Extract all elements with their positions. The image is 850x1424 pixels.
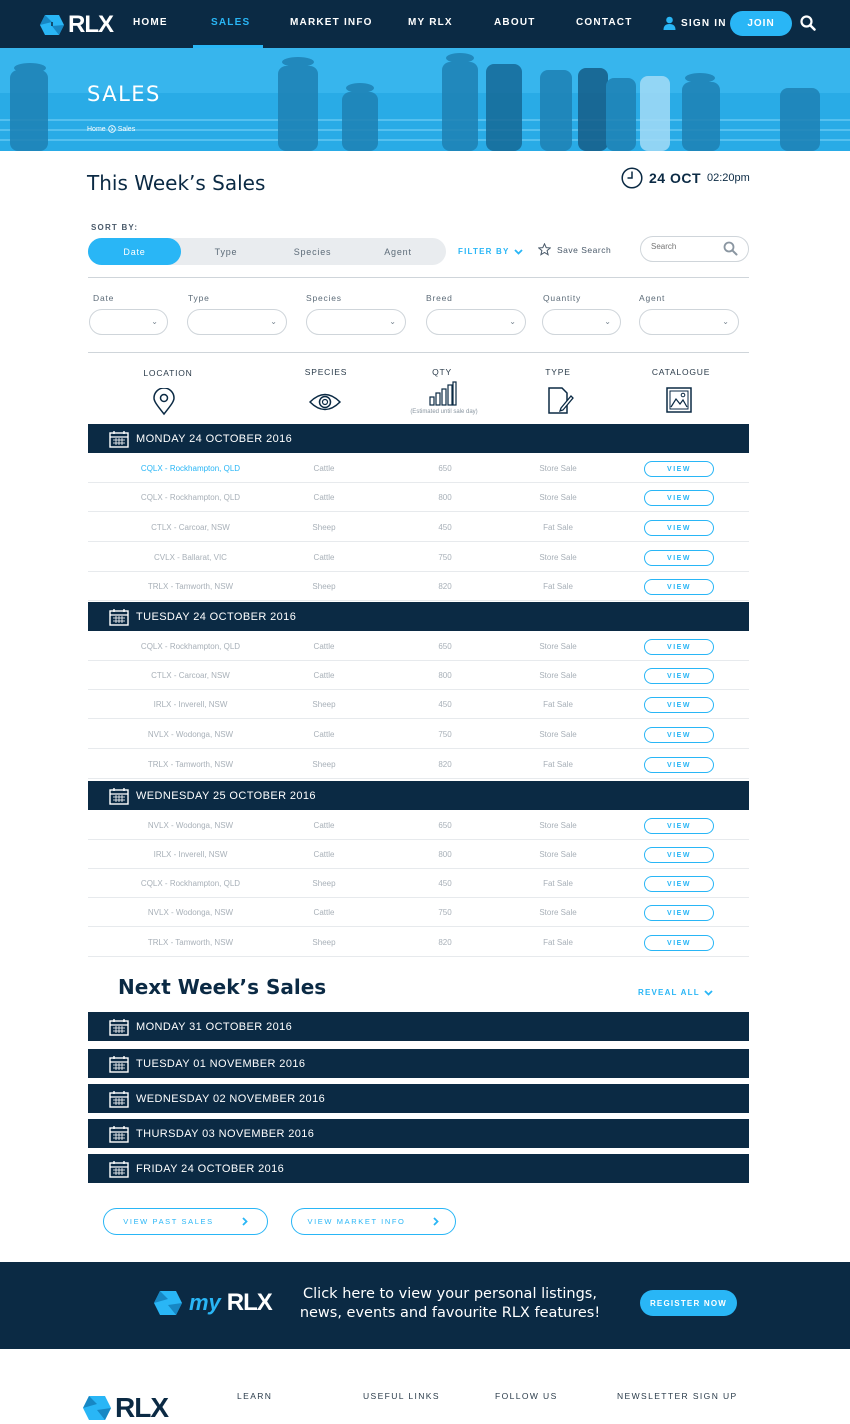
view-catalogue-button[interactable]: VIEW: [644, 905, 714, 921]
day-header: [88, 424, 749, 453]
table-row: [88, 750, 749, 779]
day-title: TUESDAY 01 NOVEMBER 2016: [136, 1057, 306, 1070]
bar-chart-icon: [429, 381, 457, 406]
row-qty: 650: [438, 821, 452, 830]
my-rlx-logo[interactable]: [153, 1289, 272, 1317]
row-type: Store Sale: [539, 730, 577, 739]
promo-rlx-text: RLX: [226, 1289, 272, 1316]
row-location[interactable]: NVLX - Wodonga, NSW: [147, 908, 234, 917]
sort-species-button[interactable]: Species: [293, 246, 332, 257]
row-species: Cattle: [313, 850, 335, 859]
row-location[interactable]: IRLX - Inverell, NSW: [153, 850, 228, 859]
rlx-logo[interactable]: [39, 11, 113, 39]
filter-quantity-label: Quantity: [543, 293, 582, 303]
row-location[interactable]: CQLX - Rockhampton, QLD: [140, 642, 241, 651]
row-qty: 800: [438, 850, 452, 859]
row-type: Store Sale: [539, 493, 577, 502]
catalogue-image-icon: [666, 387, 692, 413]
nav-market-info[interactable]: MARKET INFO: [290, 17, 373, 28]
filter-agent-label: Agent: [639, 293, 666, 303]
chevron-right-icon: [242, 1217, 248, 1226]
nav-contact[interactable]: CONTACT: [576, 17, 633, 28]
row-qty: 800: [438, 671, 452, 680]
footer-logo[interactable]: [82, 1392, 168, 1424]
chevron-down-icon: ⌄: [722, 317, 729, 326]
calendar-icon: [109, 608, 129, 626]
location-pin-icon: [152, 388, 176, 416]
filter-species-label: Species: [306, 293, 342, 303]
filter-date-label: Date: [93, 293, 115, 303]
table-row: [88, 690, 749, 719]
view-catalogue-button[interactable]: VIEW: [644, 876, 714, 892]
day-header-collapsed[interactable]: [88, 1119, 749, 1148]
filter-date-select[interactable]: [89, 309, 168, 335]
row-type: Store Sale: [539, 671, 577, 680]
row-species: Sheep: [312, 700, 336, 709]
row-location[interactable]: CTLX - Carcoar, NSW: [151, 523, 230, 532]
row-qty: 450: [438, 879, 452, 888]
view-catalogue-button[interactable]: VIEW: [644, 818, 714, 834]
table-row: [88, 720, 749, 749]
column-type: TYPE: [545, 367, 571, 377]
row-qty: 820: [438, 582, 452, 591]
breadcrumb-home[interactable]: Home: [87, 125, 106, 133]
day-header-collapsed[interactable]: [88, 1049, 749, 1078]
view-catalogue-button[interactable]: VIEW: [644, 847, 714, 863]
nav-about[interactable]: ABOUT: [494, 17, 536, 28]
divider: [88, 352, 749, 353]
chevron-down-icon: ⌄: [389, 317, 396, 326]
sort-agent-button[interactable]: Agent: [384, 246, 412, 257]
column-qty: QTY: [432, 367, 452, 377]
row-qty: 750: [438, 730, 452, 739]
table-row: [88, 632, 749, 661]
row-species: Sheep: [312, 879, 336, 888]
promo-my-text: my: [189, 1290, 221, 1315]
footer-logo-text: RLX: [115, 1392, 168, 1423]
hero-banner: [0, 48, 850, 151]
view-catalogue-button[interactable]: VIEW: [644, 520, 714, 536]
row-type: Fat Sale: [543, 582, 573, 591]
view-catalogue-button[interactable]: VIEW: [644, 935, 714, 951]
calendar-icon: [109, 1055, 129, 1073]
sales-search-input[interactable]: [651, 242, 721, 251]
row-qty: 820: [438, 760, 452, 769]
table-row: [88, 840, 749, 869]
sort-type-button[interactable]: Type: [214, 246, 238, 257]
day-header: [88, 602, 749, 631]
logo-text: RLX: [68, 11, 113, 38]
chevron-down-icon: ⌄: [151, 317, 158, 326]
day-title: MONDAY 24 OCTOBER 2016: [136, 432, 293, 445]
calendar-icon: [109, 430, 129, 448]
table-row: [88, 811, 749, 840]
day-title: WEDNESDAY 25 OCTOBER 2016: [136, 789, 316, 802]
next-week-title: Next Week’s Sales: [118, 975, 327, 999]
sort-segmented-control: [88, 238, 446, 265]
view-market-info-label: VIEW MARKET INFO: [307, 1217, 406, 1226]
filter-species-select[interactable]: [306, 309, 406, 335]
save-search-label: Save Search: [557, 244, 612, 255]
filter-breed-select[interactable]: [426, 309, 526, 335]
row-type: Store Sale: [539, 642, 577, 651]
table-row: [88, 513, 749, 542]
table-row: [88, 661, 749, 690]
view-catalogue-button[interactable]: VIEW: [644, 550, 714, 566]
register-now-button[interactable]: REGISTER NOW: [640, 1290, 737, 1316]
chevron-down-icon: ⌄: [270, 317, 277, 326]
row-species: Sheep: [312, 760, 336, 769]
footer-heading-newsletter: NEWSLETTER SIGN UP: [617, 1391, 738, 1401]
row-qty: 450: [438, 700, 452, 709]
column-location: LOCATION: [143, 368, 193, 378]
current-datetime: [621, 167, 750, 189]
top-navigation: [0, 0, 850, 48]
day-title: WEDNESDAY 02 NOVEMBER 2016: [136, 1092, 326, 1105]
row-qty: 800: [438, 493, 452, 502]
row-location[interactable]: IRLX - Inverell, NSW: [153, 700, 228, 709]
save-search-button[interactable]: [538, 243, 611, 256]
row-qty: 750: [438, 553, 452, 562]
table-row: [88, 928, 749, 957]
row-location[interactable]: TRLX - Tamworth, NSW: [147, 760, 234, 769]
table-row: [88, 543, 749, 572]
row-location[interactable]: CTLX - Carcoar, NSW: [151, 671, 230, 680]
footer-heading-useful-links: USEFUL LINKS: [363, 1391, 440, 1401]
rlx-logo-icon: [39, 14, 65, 36]
filter-breed-label: Breed: [426, 293, 453, 303]
view-catalogue-button[interactable]: VIEW: [644, 757, 714, 773]
table-row: [88, 454, 749, 483]
row-type: Fat Sale: [543, 523, 573, 532]
view-catalogue-button[interactable]: VIEW: [644, 461, 714, 477]
row-type: Store Sale: [539, 850, 577, 859]
row-qty: 750: [438, 908, 452, 917]
search-icon[interactable]: [723, 241, 738, 256]
nav-home[interactable]: HOME: [133, 17, 168, 28]
view-catalogue-button[interactable]: VIEW: [644, 697, 714, 713]
sign-in-link[interactable]: [663, 16, 727, 30]
view-catalogue-button[interactable]: VIEW: [644, 639, 714, 655]
reveal-all-label: REVEAL ALL: [638, 988, 700, 997]
search-icon[interactable]: [800, 15, 816, 31]
calendar-icon: [109, 1090, 129, 1108]
view-market-info-button[interactable]: [291, 1208, 456, 1235]
page-title: SALES: [87, 82, 161, 106]
table-row: [88, 483, 749, 512]
filter-quantity-select[interactable]: [542, 309, 621, 335]
day-header-collapsed[interactable]: [88, 1084, 749, 1113]
view-catalogue-button[interactable]: VIEW: [644, 490, 714, 506]
table-row: [88, 572, 749, 601]
row-qty: 450: [438, 523, 452, 532]
sign-in-label: SIGN IN: [681, 17, 727, 29]
row-type: Store Sale: [539, 464, 577, 473]
filter-agent-select[interactable]: [639, 309, 739, 335]
row-species: Cattle: [313, 553, 335, 562]
view-catalogue-button[interactable]: VIEW: [644, 579, 714, 595]
clock-icon: [621, 167, 643, 189]
view-past-sales-button[interactable]: [103, 1208, 268, 1235]
row-type: Store Sale: [539, 553, 577, 562]
current-time: 02:20pm: [707, 172, 750, 184]
row-species: Sheep: [312, 582, 336, 591]
star-icon: [538, 243, 551, 256]
chevron-down-icon: ⌄: [509, 317, 516, 326]
this-week-title: This Week’s Sales: [87, 171, 266, 195]
row-species: Cattle: [313, 908, 335, 917]
column-species: SPECIES: [304, 367, 348, 377]
sort-by-label: SORT BY:: [91, 223, 139, 232]
nav-sales[interactable]: SALES: [211, 17, 251, 28]
current-date: 24 OCT: [649, 170, 702, 186]
row-location[interactable]: CQLX - Rockhampton, QLD: [140, 879, 241, 888]
row-qty: 820: [438, 938, 452, 947]
day-title: TUESDAY 24 OCTOBER 2016: [136, 610, 297, 623]
row-location[interactable]: CVLX - Ballarat, VIC: [154, 553, 227, 562]
day-title: THURSDAY 03 NOVEMBER 2016: [136, 1127, 315, 1140]
chevron-right-icon: [108, 125, 116, 133]
row-qty: 650: [438, 642, 452, 651]
chevron-right-icon: [433, 1217, 439, 1226]
row-location[interactable]: NVLX - Wodonga, NSW: [147, 821, 234, 830]
row-type: Fat Sale: [543, 760, 573, 769]
row-type: Fat Sale: [543, 938, 573, 947]
table-row: [88, 898, 749, 927]
row-location[interactable]: CQLX - Rockhampton, QLD: [140, 493, 241, 502]
row-type: Store Sale: [539, 821, 577, 830]
view-catalogue-button[interactable]: VIEW: [644, 668, 714, 684]
chevron-down-icon: ⌄: [604, 317, 611, 326]
nav-my-rlx[interactable]: MY RLX: [408, 17, 453, 28]
column-catalogue: CATALOGUE: [651, 367, 711, 377]
chevron-down-icon: [704, 990, 713, 996]
row-species: Cattle: [313, 464, 335, 473]
footer-heading-learn: LEARN: [237, 1391, 273, 1401]
qty-estimate-note: (Estimated until sale day): [410, 409, 478, 415]
row-species: Cattle: [313, 642, 335, 651]
user-icon: [663, 16, 676, 30]
breadcrumb-current: Sales: [117, 125, 136, 133]
day-header: [88, 781, 749, 810]
reveal-all-toggle[interactable]: [638, 988, 713, 997]
row-species: Cattle: [313, 821, 335, 830]
filter-type-select[interactable]: [187, 309, 287, 335]
row-species: Cattle: [313, 730, 335, 739]
eye-icon: [309, 391, 341, 413]
calendar-icon: [109, 1160, 129, 1178]
chevron-down-icon: [514, 249, 523, 255]
sales-search-box: [640, 236, 749, 262]
day-header-collapsed[interactable]: [88, 1154, 749, 1183]
promo-message[interactable]: Click here to view your personal listings, news, events and favourite RLX features!: [299, 1286, 601, 1321]
row-type: Fat Sale: [543, 879, 573, 888]
breadcrumb: [87, 125, 135, 133]
filter-by-label: FILTER BY: [458, 247, 510, 256]
calendar-icon: [109, 1125, 129, 1143]
calendar-icon: [109, 787, 129, 805]
row-species: Cattle: [313, 671, 335, 680]
divider: [88, 277, 749, 278]
day-header-collapsed[interactable]: [88, 1012, 749, 1041]
row-qty: 650: [438, 464, 452, 473]
filter-type-label: Type: [188, 293, 210, 303]
row-type: Store Sale: [539, 908, 577, 917]
day-title: FRIDAY 24 OCTOBER 2016: [136, 1162, 285, 1175]
join-button[interactable]: JOIN: [730, 11, 792, 36]
document-edit-icon: [547, 386, 574, 415]
row-species: Sheep: [312, 938, 336, 947]
calendar-icon: [109, 1018, 129, 1036]
row-location[interactable]: NVLX - Wodonga, NSW: [147, 730, 234, 739]
sort-date-button[interactable]: Date: [88, 238, 181, 265]
row-species: Cattle: [313, 493, 335, 502]
rlx-logo-icon: [82, 1395, 112, 1421]
filter-by-toggle[interactable]: [458, 247, 523, 256]
footer-heading-follow-us: FOLLOW US: [495, 1391, 558, 1401]
row-type: Fat Sale: [543, 700, 573, 709]
my-rlx-logo-icon: [153, 1290, 183, 1316]
view-catalogue-button[interactable]: VIEW: [644, 727, 714, 743]
row-location[interactable]: TRLX - Tamworth, NSW: [147, 582, 234, 591]
row-location[interactable]: TRLX - Tamworth, NSW: [147, 938, 234, 947]
row-species: Sheep: [312, 523, 336, 532]
view-past-sales-label: VIEW PAST SALES: [123, 1217, 214, 1226]
table-row: [88, 869, 749, 898]
row-location[interactable]: CQLX - Rockhampton, QLD: [140, 464, 241, 473]
day-title: MONDAY 31 OCTOBER 2016: [136, 1020, 293, 1033]
